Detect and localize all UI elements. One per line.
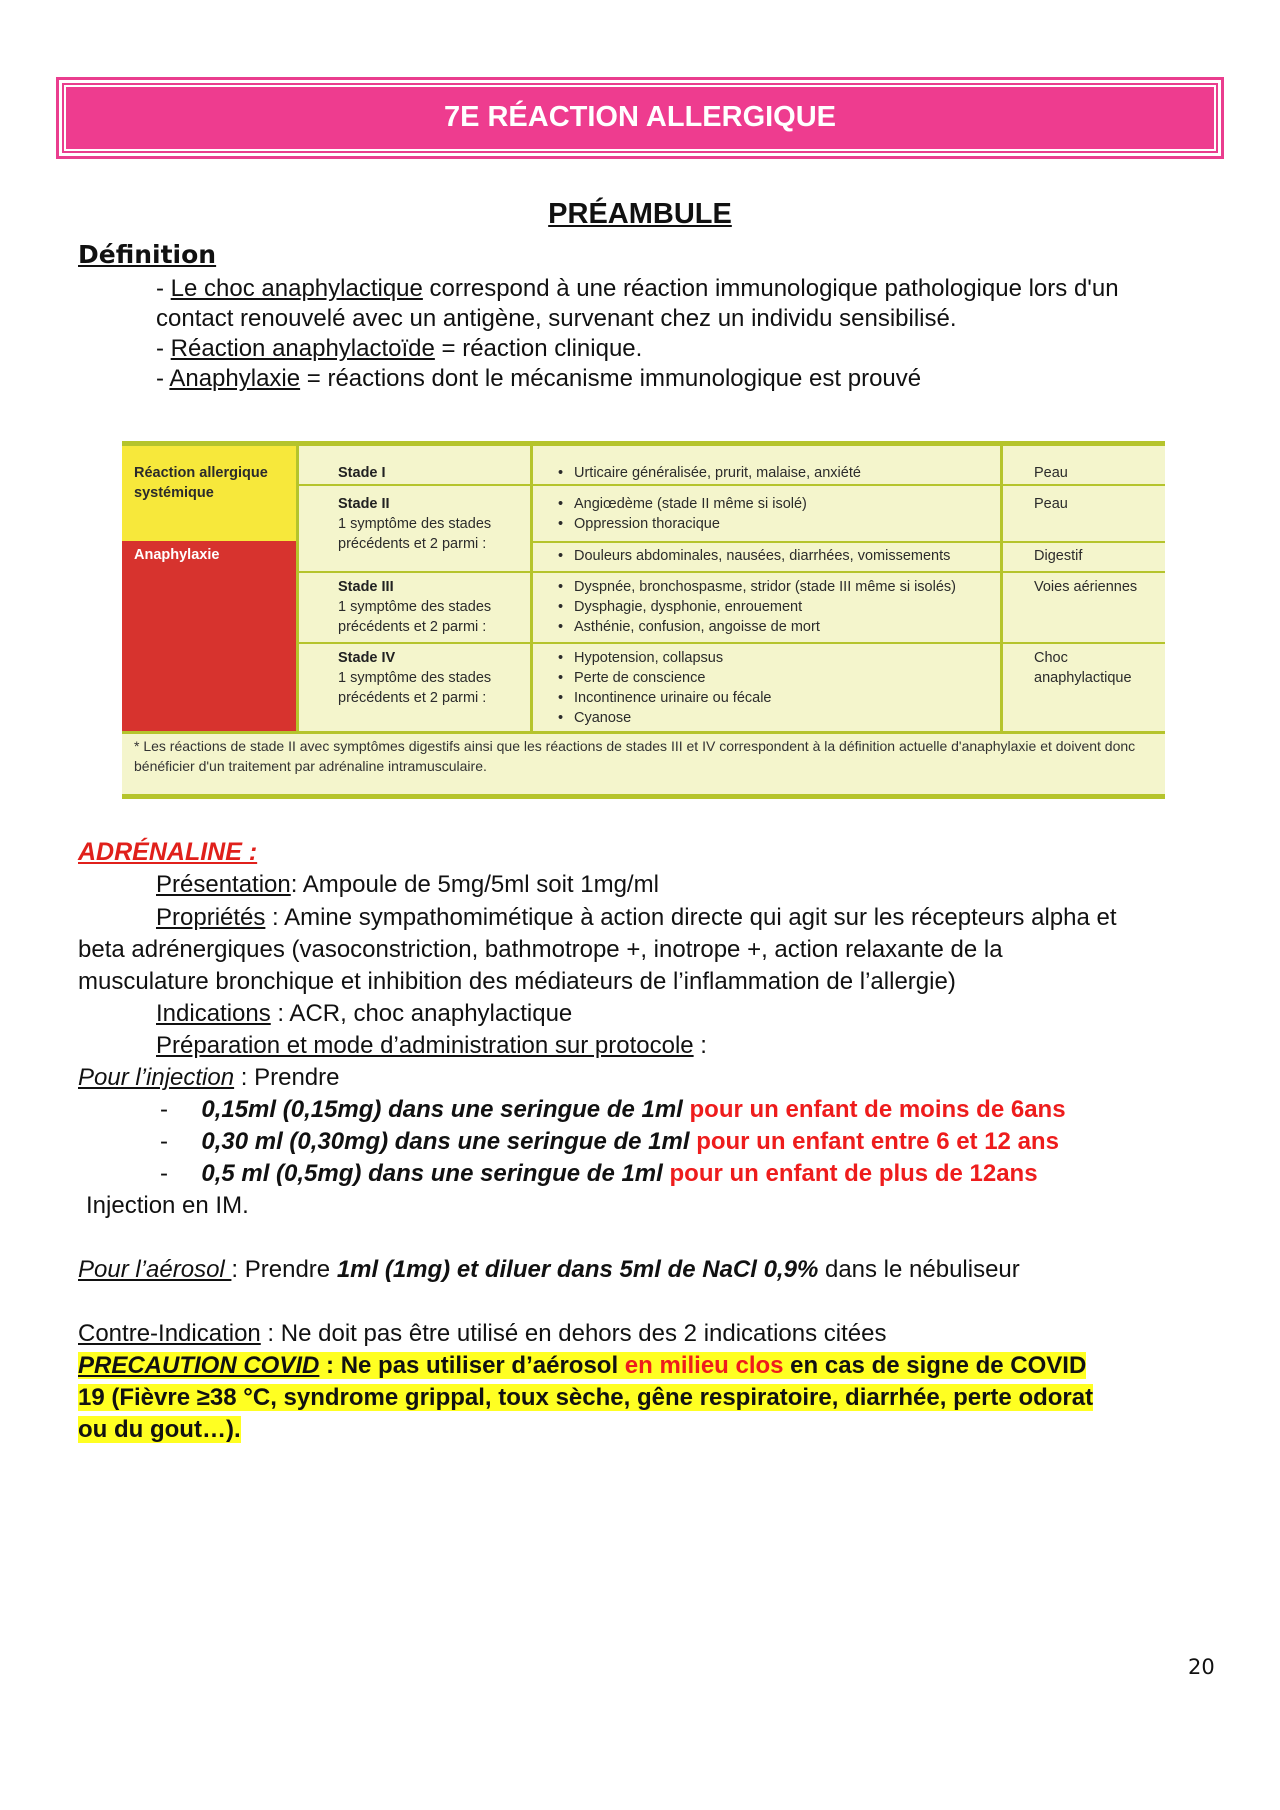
- stage-1-organ: Peau: [1034, 465, 1068, 481]
- table-row-line: [296, 484, 1165, 486]
- table-divider: [530, 446, 533, 731]
- aerosol-line: Pour l’aérosol : Prendre 1ml (1mg) et diluer dans 5ml de NaCl 0,9% dans le nébuliseur: [78, 1256, 1020, 1283]
- term-anaphylaxie: Anaphylaxie: [169, 365, 301, 392]
- stage-3-signs: [558, 577, 956, 637]
- anaphylaxis-cell: [122, 541, 296, 731]
- stage-3-organ: Voies aériennes: [1034, 579, 1138, 595]
- stage-4-signs: [558, 648, 772, 728]
- sign-item: • Perte de conscience: [558, 668, 772, 688]
- sign-item: • Angiœdème (stade II même si isolé): [558, 494, 807, 514]
- definition-line-3: - Anaphylaxie = réactions dont le mécanisme immunologique est prouvé: [156, 365, 922, 392]
- stage-2-signs-a: [558, 494, 807, 534]
- title-banner-fill: [64, 85, 1216, 151]
- definition-line-1-cont: contact renouvelé avec un antigène, survenant chez un individu sensibilisé.: [156, 305, 957, 332]
- proprietes-line-2: beta adrénergiques (vasoconstriction, bathmotrope +, inotrope +, action relaxante de la: [78, 936, 1003, 963]
- proprietes-line-1: Propriétés : Amine sympathomimétique à action directe qui agit sur les récepteurs alpha et: [156, 904, 1117, 931]
- stages-table: [122, 441, 1165, 799]
- sign-item: • Douleurs abdominales, nausées, diarrhées, vomissements: [558, 546, 950, 566]
- page-number: 20: [1188, 1655, 1215, 1679]
- stage-4: Stade IV 1 symptôme des stades précédents et 2 parmi :: [338, 650, 492, 706]
- stage-2: Stade II 1 symptôme des stades précédents et 2 parmi :: [338, 496, 492, 552]
- sign-item: • Dyspnée, bronchospasme, stridor (stade III même si isolés): [558, 577, 956, 597]
- sign-item: • Incontinence urinaire ou fécale: [558, 688, 772, 708]
- table-divider: [1000, 446, 1003, 731]
- adrenaline-heading: ADRÉNALINE :: [78, 838, 258, 866]
- covid-line-1: PRECAUTION COVID : Ne pas utiliser d’aérosol en milieu clos en cas de signe de COVID: [78, 1352, 1087, 1379]
- proprietes-line-3: musculature bronchique et inhibition des médiateurs de l’inflammation de l’allergie): [78, 968, 956, 995]
- presentation-line: Présentation: Ampoule de 5mg/5ml soit 1mg/ml: [156, 871, 659, 898]
- stage-4-organ: Choc anaphylactique: [1034, 650, 1132, 686]
- stage-1: Stade I: [338, 465, 386, 481]
- indications-line: Indications : ACR, choc anaphylactique: [156, 1000, 573, 1027]
- sign-item: • Dysphagie, dysphonie, enrouement: [558, 597, 956, 617]
- sign-item: • Urticaire généralisée, prurit, malaise, anxiété: [558, 463, 861, 483]
- covid-line-2: 19 (Fièvre ≥38 °C, syndrome grippal, toux sèche, gêne respiratoire, diarrhée, perte odorat: [78, 1384, 1094, 1411]
- table-row-line: [296, 642, 1165, 644]
- covid-line-3: ou du gout…).: [78, 1416, 241, 1443]
- stage-1-signs: [558, 463, 861, 483]
- table-row-line: [122, 731, 1165, 734]
- term-anaphylactoide: Réaction anaphylactoïde: [170, 335, 435, 362]
- definition-line-2: - Réaction anaphylactoïde = réaction clinique.: [156, 335, 643, 362]
- table-row-line: [296, 571, 1165, 573]
- preparation-line: Préparation et mode d’administration sur protocole :: [156, 1032, 707, 1059]
- dose-item-2: - 0,30 ml (0,30mg) dans une seringue de 1ml pour un enfant entre 6 et 12 ans: [160, 1128, 1059, 1155]
- stage-3: Stade III 1 symptôme des stades précédents et 2 parmi :: [338, 579, 492, 635]
- sign-item: • Hypotension, collapsus: [558, 648, 772, 668]
- sign-item: • Oppression thoracique: [558, 514, 807, 534]
- sign-item: • Asthénie, confusion, angoisse de mort: [558, 617, 956, 637]
- injection-im: Injection en IM.: [86, 1192, 249, 1219]
- stage-2-organ-a: Peau: [1034, 496, 1068, 512]
- label-anaphylaxis: Anaphylaxie: [134, 547, 220, 563]
- definition-line-1: - Le choc anaphylactique correspond à une réaction immunologique pathologique lors d'un: [156, 275, 1119, 302]
- dose-item-1: - 0,15ml (0,15mg) dans une seringue de 1ml pour un enfant de moins de 6ans: [160, 1096, 1066, 1123]
- table-footnote: * Les réactions de stade II avec symptômes digestifs ainsi que les réactions de stades III et IV correspondent à la définition actuelle d'anaphylaxie et doivent donc bénéficier d'un traitement par adrénaline intramusculaire.: [134, 738, 1136, 774]
- contre-indication-line: Contre-Indication : Ne doit pas être utilisé en dehors des 2 indications citées: [78, 1320, 887, 1347]
- dose-item-3: - 0,5 ml (0,5mg) dans une seringue de 1ml pour un enfant de plus de 12ans: [160, 1160, 1038, 1187]
- stage-2-organ-b: Digestif: [1034, 548, 1083, 564]
- label-systemic-reaction: Réaction allergique systémique: [134, 465, 268, 501]
- sign-item: • Cyanose: [558, 708, 772, 728]
- stage-2-signs-b: [558, 546, 950, 566]
- page-title: 7E RÉACTION ALLERGIQUE: [443, 101, 837, 133]
- term-choc: Le choc anaphylactique: [170, 275, 423, 302]
- preamble-heading: PRÉAMBULE: [548, 198, 732, 230]
- table-row-line: [530, 541, 1165, 543]
- injection-line: Pour l’injection : Prendre: [78, 1064, 340, 1091]
- table-divider: [296, 446, 299, 731]
- title-banner: [56, 77, 1224, 159]
- definition-heading: Définition: [78, 240, 217, 269]
